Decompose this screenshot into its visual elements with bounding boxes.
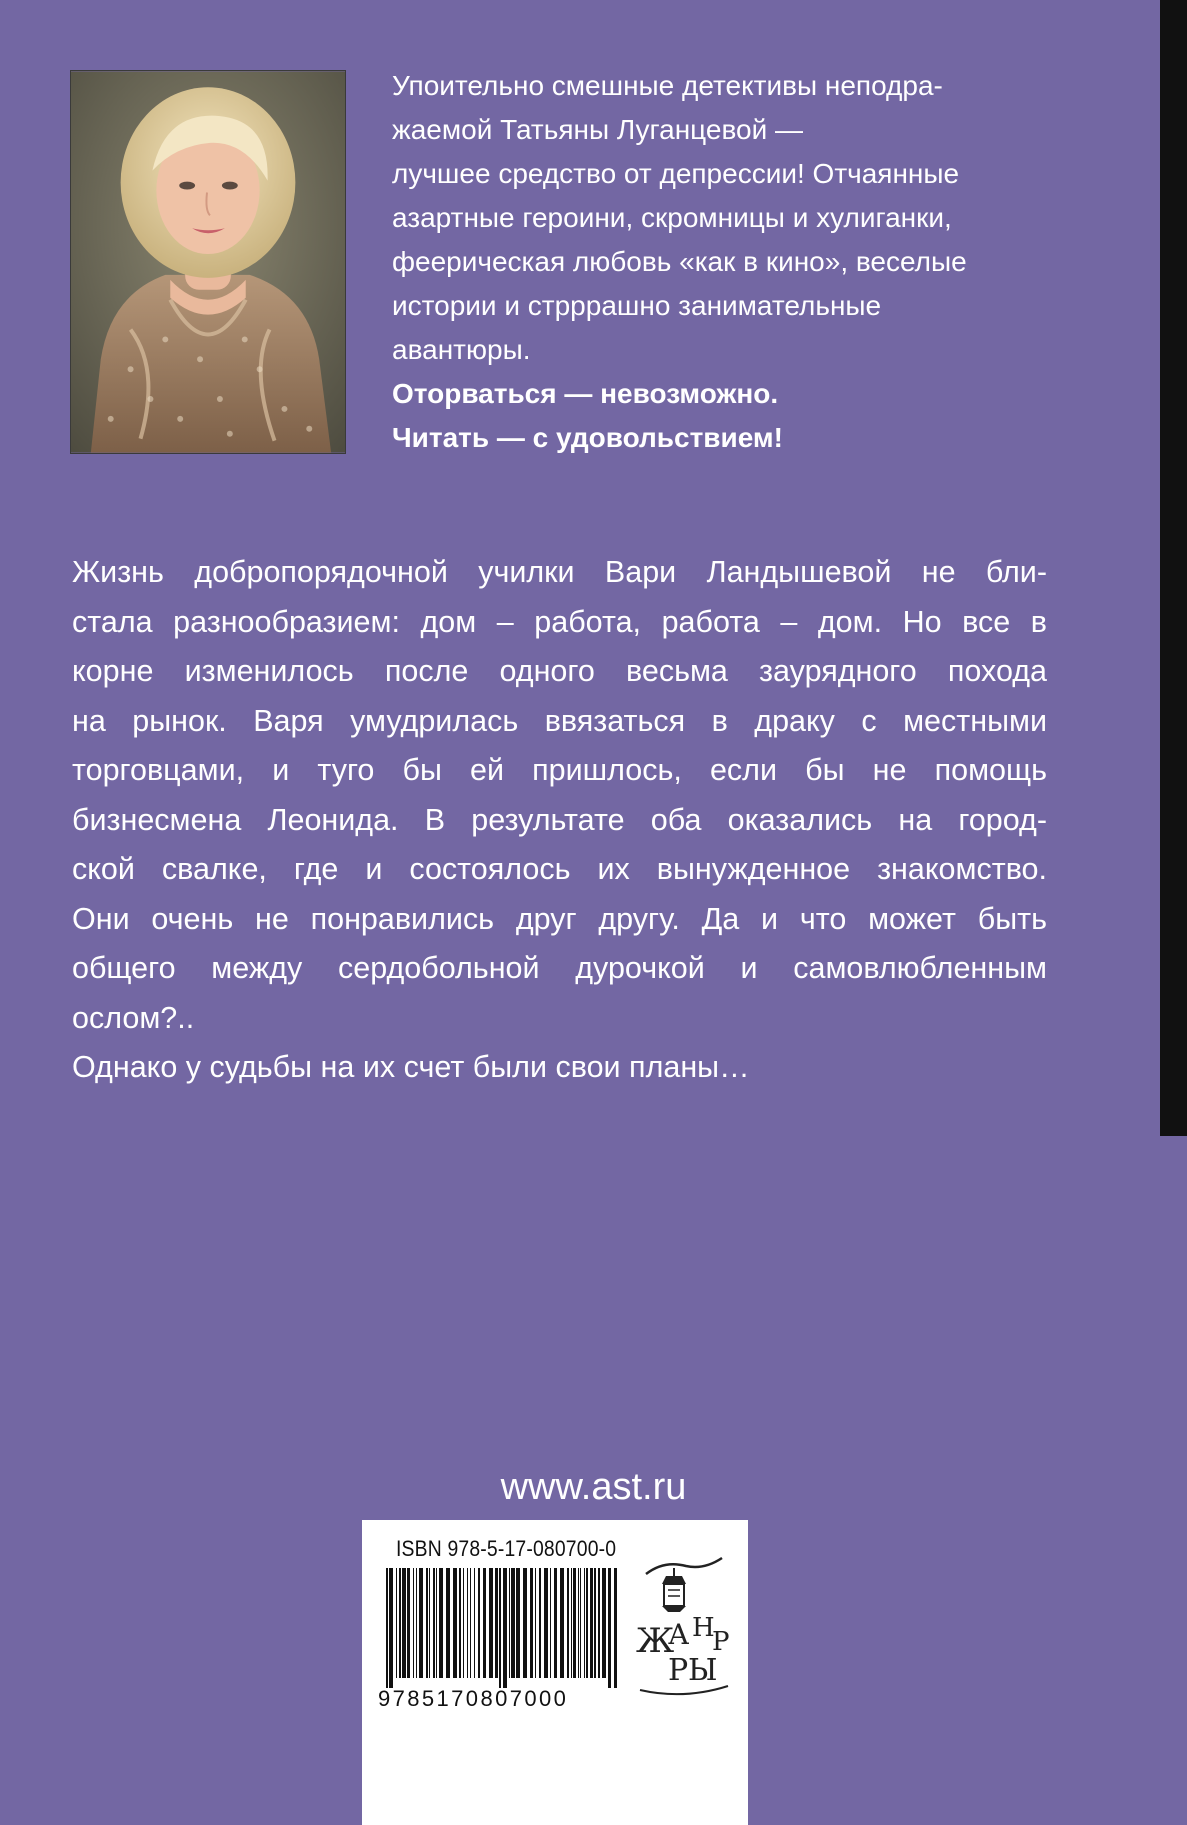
blurb	[392, 64, 1092, 460]
barcode-bar	[419, 1568, 423, 1678]
barcode-bar	[594, 1568, 596, 1678]
barcode-bar	[511, 1568, 515, 1678]
svg-text:Н: Н	[692, 1613, 715, 1643]
barcode-bar	[399, 1568, 401, 1678]
barcode-bar	[608, 1568, 611, 1688]
barcode-bar	[550, 1568, 551, 1678]
barcode-bar	[567, 1568, 569, 1678]
isbn-label: ISBN 978-5-17-080700-0	[396, 1536, 617, 1561]
svg-text:Р: Р	[668, 1653, 689, 1688]
barcode-bar	[584, 1568, 585, 1678]
barcode-bar	[416, 1568, 417, 1678]
barcode-bar	[446, 1568, 450, 1678]
barcode-bar	[535, 1568, 536, 1678]
blurb-line: лучшее средство от депрессии! Отчаянные	[392, 158, 960, 189]
barcode-bar	[396, 1568, 397, 1678]
barcode-bar	[426, 1568, 428, 1678]
svg-text:Ы: Ы	[688, 1653, 718, 1688]
barcode-bar	[389, 1568, 393, 1688]
barcode-bar	[478, 1568, 480, 1678]
barcode-bar	[433, 1568, 435, 1678]
blurb-line: азартные героини, скромницы и хулиганки,	[392, 202, 952, 233]
barcode-bar	[467, 1568, 468, 1678]
barcode-bar	[463, 1568, 464, 1678]
barcode-bar	[573, 1568, 576, 1678]
barcode-bar	[429, 1568, 430, 1678]
barcode-bar	[580, 1568, 581, 1678]
barcode-bar	[459, 1568, 461, 1678]
barcode-bar	[495, 1568, 498, 1678]
barcode-bar	[483, 1568, 486, 1678]
barcode-bar	[499, 1568, 501, 1688]
blurb-line: истории и стрррашно занимательные	[392, 290, 882, 321]
barcode-bar	[602, 1568, 606, 1678]
barcode-panel	[362, 1520, 748, 1825]
barcode-bar	[530, 1568, 533, 1678]
annotation-line: бизнесмена Леонида. В результате оба оказались на город-	[72, 802, 1047, 837]
barcode-bar	[413, 1568, 414, 1678]
author-photo	[70, 70, 346, 454]
barcode-bar	[509, 1568, 510, 1678]
publisher-website: www.ast.ru	[500, 1466, 687, 1508]
blurb-line: жаемой Татьяны Луганцевой —	[392, 114, 804, 145]
lantern-logo-icon	[634, 1540, 734, 1700]
barcode-bar	[474, 1568, 475, 1678]
barcode-bar	[436, 1568, 437, 1678]
barcode-bar	[453, 1568, 457, 1678]
barcode-bar	[578, 1568, 579, 1678]
barcode-bar	[539, 1568, 541, 1678]
blurb-line: авантюры.	[392, 334, 531, 365]
barcode-bar	[614, 1568, 617, 1688]
barcode-bar	[503, 1568, 507, 1688]
barcode-bar	[571, 1568, 572, 1678]
book-annotation	[72, 548, 1047, 1093]
barcode-bar	[560, 1568, 564, 1678]
svg-text:Ж: Ж	[636, 1621, 675, 1661]
barcode-bar	[489, 1568, 493, 1678]
annotation-line: торговцами, и туго бы ей пришлось, если бы не помощь	[72, 753, 1047, 787]
barcode-bar	[554, 1568, 557, 1678]
blurb-tagline: Читать — с удовольствием!	[392, 422, 783, 453]
annotation-line: Однако у судьбы на их счет были свои планы…	[72, 1050, 750, 1084]
annotation-line: стала разнообразием: дом – работа, работа – дом. Но все в	[72, 604, 1047, 639]
barcode-bar	[544, 1568, 548, 1678]
barcode-bar	[470, 1568, 471, 1678]
svg-text:Р: Р	[712, 1627, 730, 1657]
barcode-bar	[523, 1568, 527, 1678]
blurb-line: феерическая любовь «как в кино», веселые	[392, 246, 967, 277]
barcode-bar	[590, 1568, 593, 1678]
blurb-line: Упоительно смешные детективы неподра-	[392, 70, 943, 101]
edge-bar	[1160, 0, 1187, 1136]
barcode-bar	[439, 1568, 443, 1678]
barcode-bar	[402, 1568, 406, 1678]
annotation-line: ской свалке, где и состоялось их вынужденное знакомство.	[72, 852, 1047, 886]
author-portrait-image	[71, 71, 345, 453]
barcode-bar	[586, 1568, 588, 1678]
annotation-line: Они очень не понравились друг другу. Да и что может быть	[72, 901, 1047, 936]
barcode-bar	[386, 1568, 388, 1688]
svg-text:А: А	[668, 1618, 690, 1651]
blurb-tagline: Оторваться — невозможно.	[392, 378, 779, 409]
barcode-bar	[598, 1568, 600, 1678]
annotation-line: общего между сердобольной дурочкой и самовлюбленным	[72, 951, 1047, 985]
annotation-line: на рынок. Варя умудрилась ввязаться в драку с местными	[72, 703, 1047, 738]
annotation-line: корне изменилось после одного весьма заурядного похода	[72, 654, 1047, 688]
barcode-bar	[407, 1568, 410, 1678]
barcode-icon	[384, 1568, 620, 1688]
barcode-bar	[516, 1568, 520, 1678]
annotation-line: Жизнь добропорядочной училки Вари Ландышевой не бли-	[72, 555, 1047, 589]
annotation-line: ослом?..	[72, 1000, 195, 1035]
barcode-digits: 9785170807000	[378, 1686, 569, 1711]
